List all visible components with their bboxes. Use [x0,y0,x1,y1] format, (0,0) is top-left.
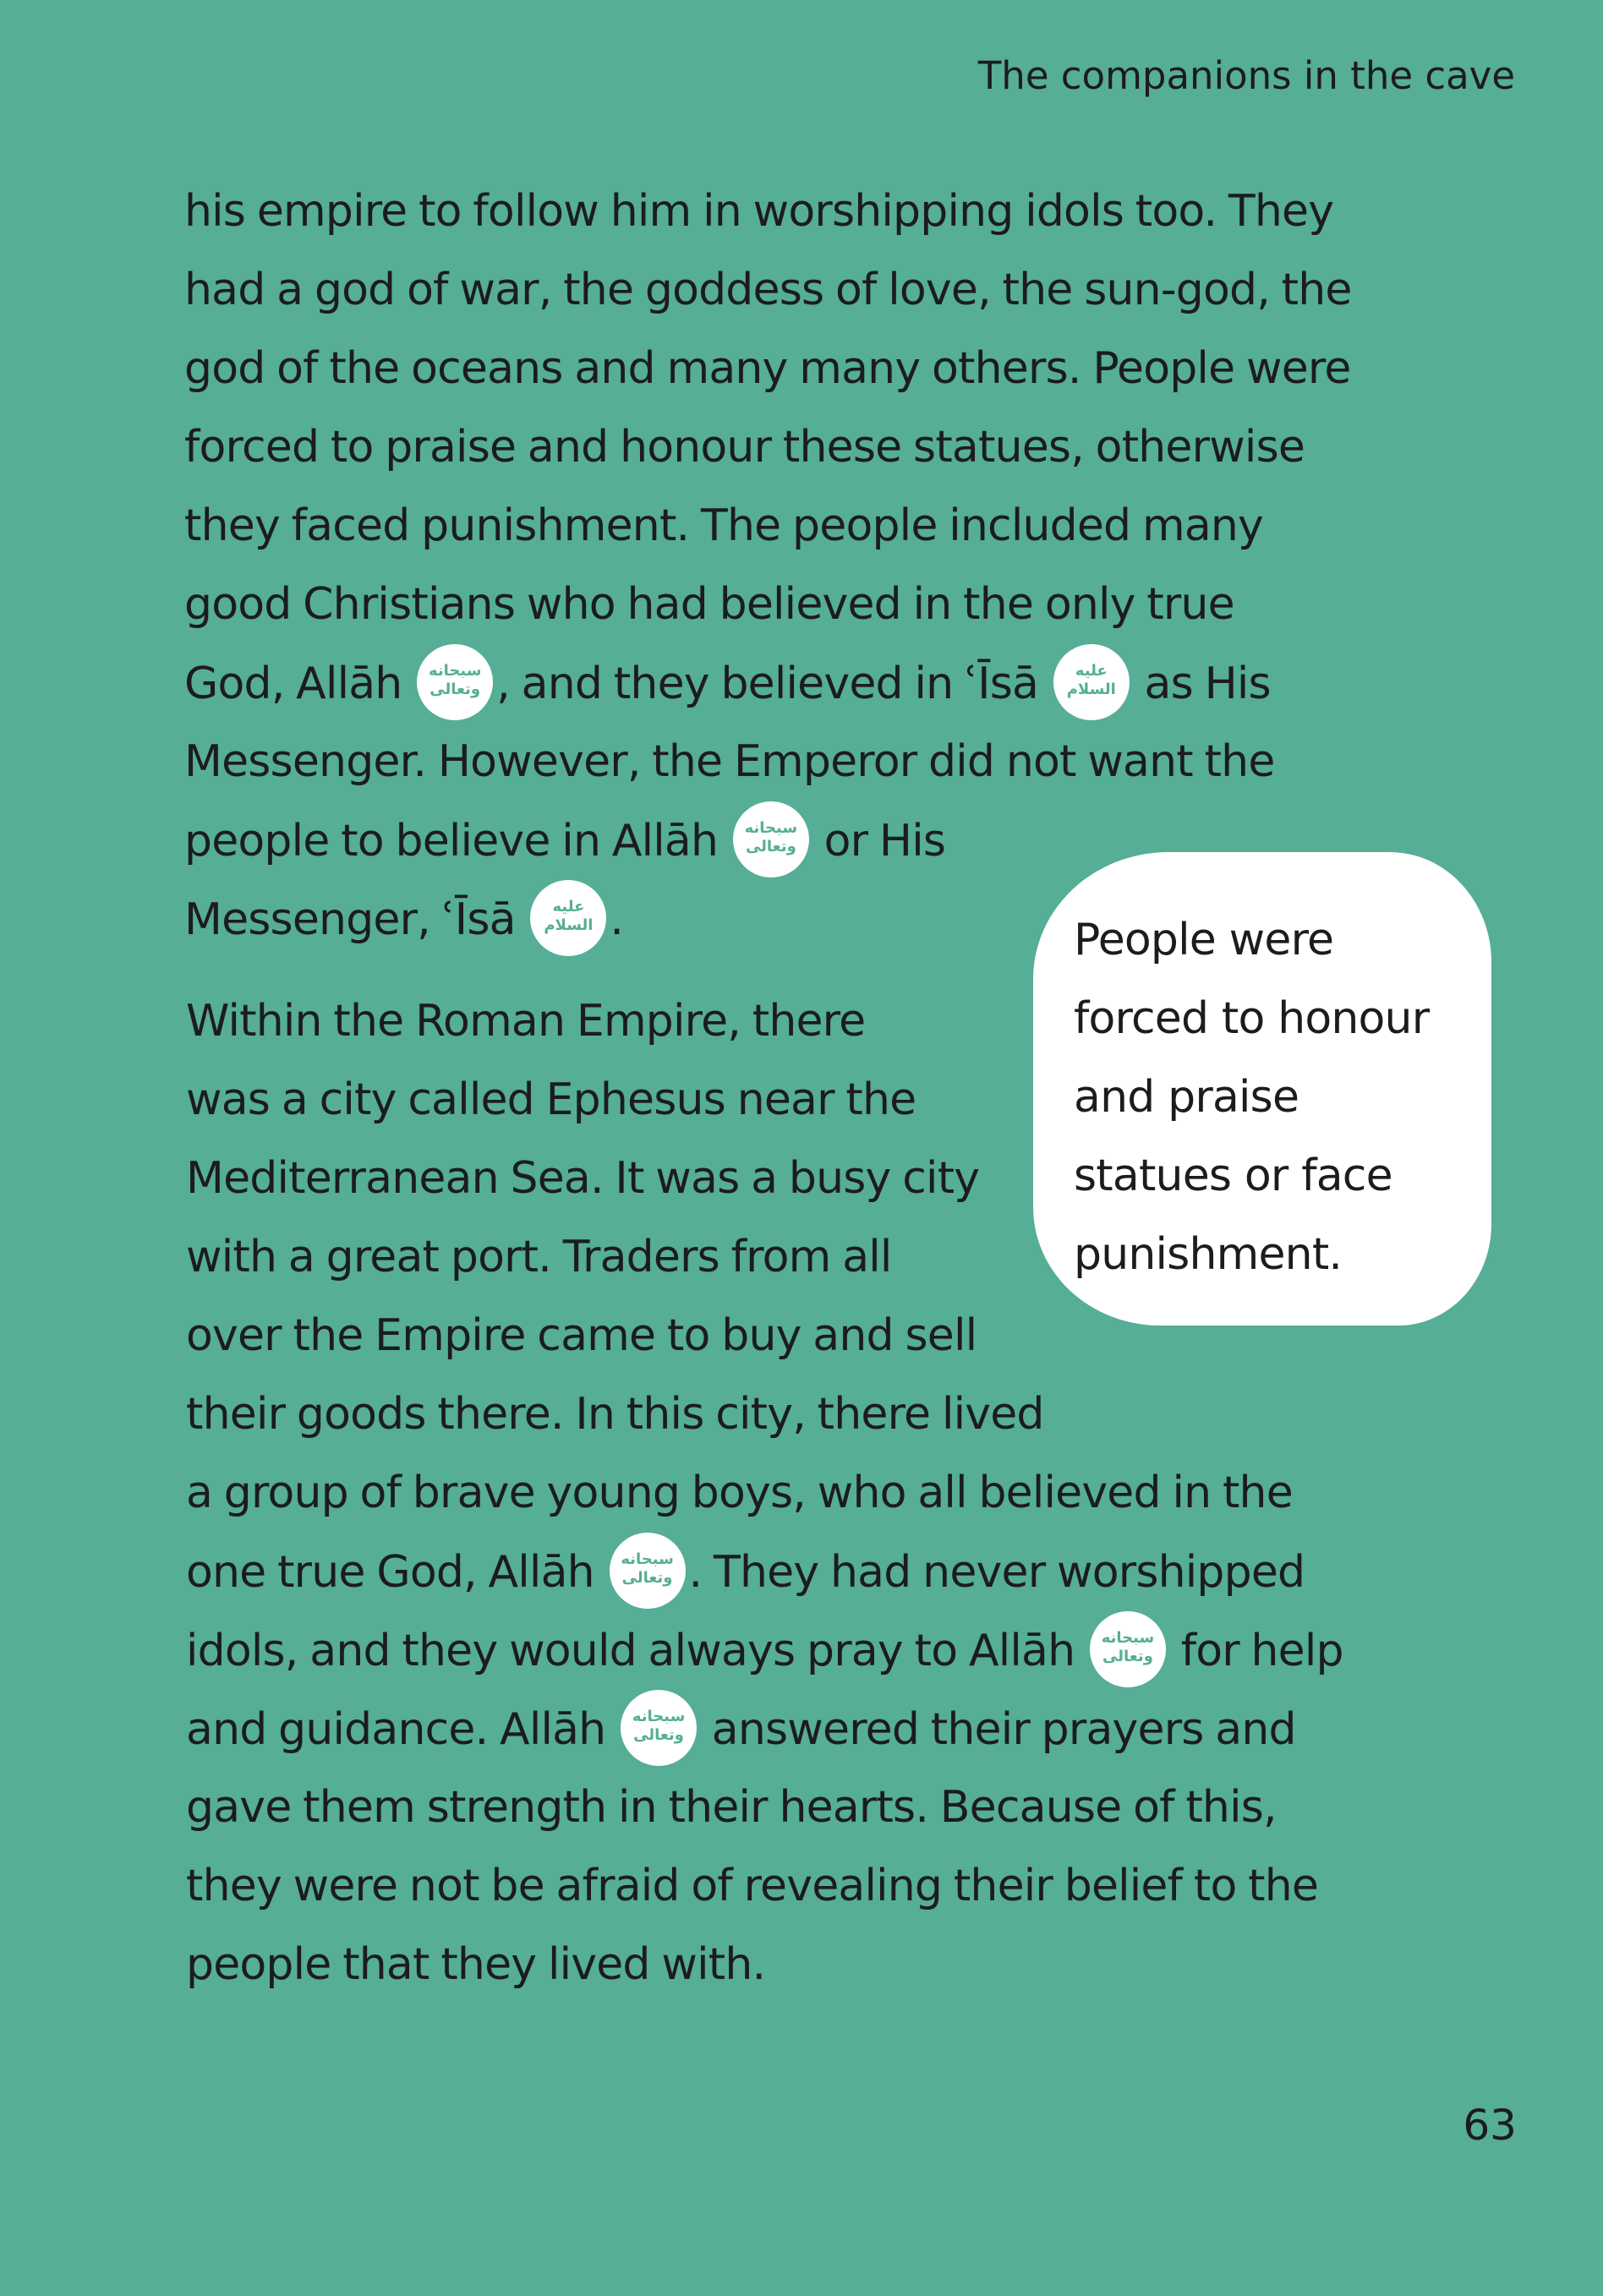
text-line: they faced punishment. The people included many [184,500,1264,551]
text-run: people to believe in Allāh [184,816,730,866]
text-run: answered their prayers and [700,1704,1296,1755]
text-line: was a city called Ephesus near the [186,1074,916,1125]
callout-bubble [1033,852,1491,1326]
text-run: one true God, Allāh [186,1547,606,1598]
text-line: their goods there. In this city, there lived [186,1389,1044,1440]
text-line: with a great port. Traders from all [186,1232,892,1282]
text-run: . They had never worshipped [688,1547,1305,1598]
text-run: . [610,894,624,945]
subhanahu-wa-taala-honorific-icon: سبحانه وتعالى [610,1533,686,1609]
callout-line: forced to honour [1074,993,1430,1044]
text-line [186,1690,1343,1768]
text-line: gave them strength in their hearts. Because of this, [186,1782,1277,1833]
text-line: god of the oceans and many many others. People were [184,343,1351,394]
text-line: a group of brave young boys, who all believed in the [186,1468,1293,1518]
text-line: forced to praise and honour these statues, otherwise [184,422,1305,473]
alayhi-salam-honorific-icon: عليه السلام [530,880,606,956]
text-run: idols, and they would always pray to Allāh [186,1626,1086,1676]
text-line: people that they lived with. [186,1939,766,1990]
subhanahu-wa-taala-honorific-icon: سبحانه وتعالى [417,644,493,720]
paragraph-1 [184,172,1352,959]
text-line: Mediterranean Sea. It was a busy city [186,1153,980,1204]
alayhi-salam-honorific-icon: عليه السلام [1053,644,1130,720]
callout-line: statues or face [1074,1151,1392,1201]
text-run: or His [812,816,946,866]
text-run: , and they believed in ʿĪsā [496,659,1050,709]
running-header: The companions in the cave [977,53,1515,98]
text-run: God, Allāh [184,659,414,709]
callout-line: People were [1074,915,1334,965]
callout-line: and praise [1074,1072,1299,1123]
subhanahu-wa-taala-honorific-icon: سبحانه وتعالى [733,801,809,877]
callout-line: punishment. [1074,1229,1343,1280]
text-line: good Christians who had believed in the only true [184,579,1234,630]
page-number: 63 [1463,2101,1517,2150]
text-run: Messenger, ʿĪsā [184,894,528,945]
text-line: had a god of war, the goddess of love, the sun-god, the [184,265,1352,315]
text-line: over the Empire came to buy and sell [186,1310,977,1361]
text-line: Within the Roman Empire, there [186,996,866,1047]
text-run: for help [1168,1626,1343,1676]
subhanahu-wa-taala-honorific-icon: سبحانه وتعالى [1090,1611,1166,1687]
text-line: Messenger. However, the Emperor did not want the [184,736,1275,787]
text-line [186,1611,1343,1690]
subhanahu-wa-taala-honorific-icon: سبحانه وتعالى [621,1690,697,1766]
text-line [186,1533,1343,1611]
text-line [184,644,1352,723]
text-run: as His [1132,659,1271,709]
text-run: and guidance. Allāh [186,1704,618,1755]
text-line: they were not be afraid of revealing their belief to the [186,1861,1319,1911]
text-line: his empire to follow him in worshipping idols too. They [184,186,1334,237]
